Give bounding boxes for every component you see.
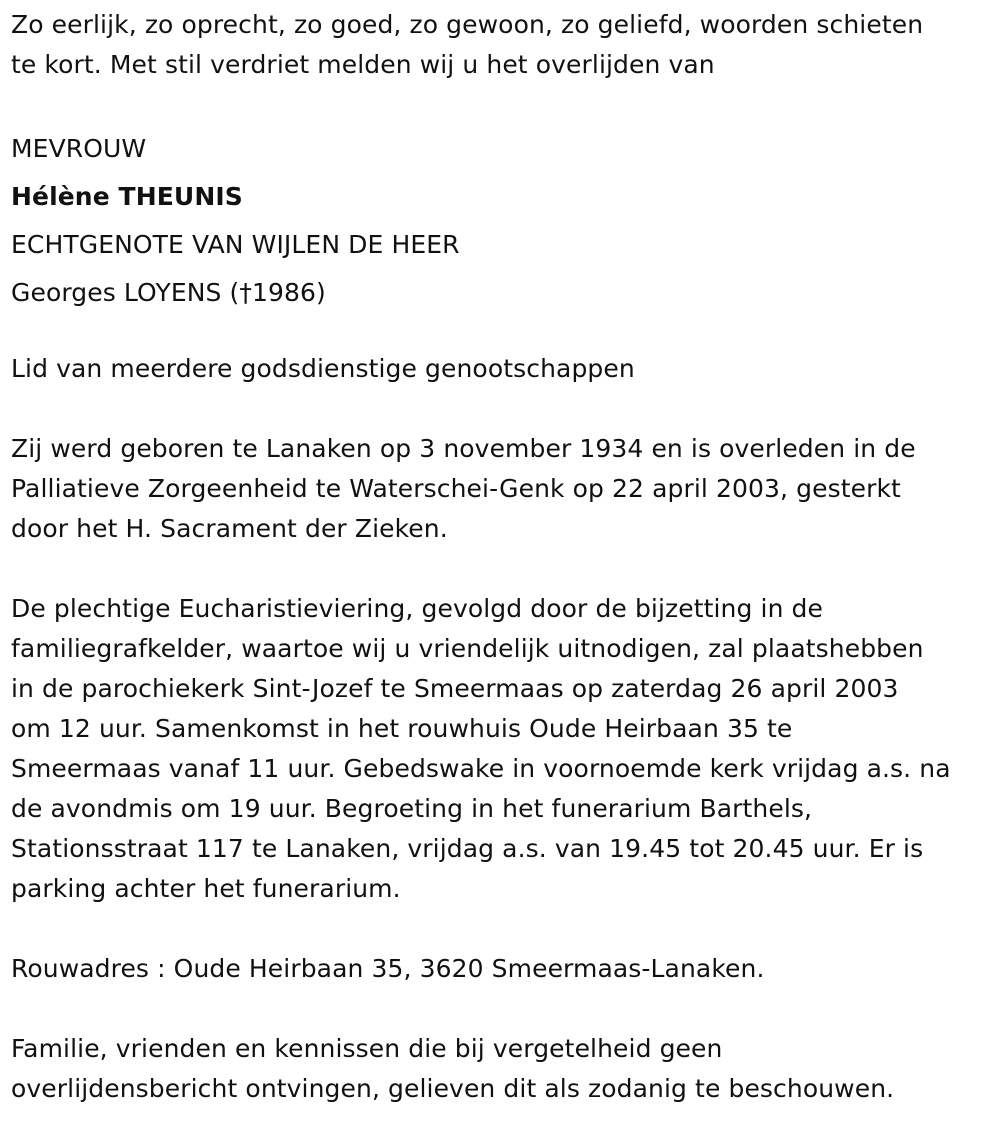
birth-death-line: door het H. Sacrament der Zieken.: [11, 514, 448, 543]
address-paragraph: [11, 949, 990, 989]
ceremony-line: parking achter het funerarium.: [11, 874, 401, 903]
deceased-spouse: Georges LOYENS (†1986): [11, 278, 326, 307]
deceased-name: Hélène THEUNIS: [11, 182, 243, 211]
closing-paragraph: [11, 1029, 990, 1109]
membership-text: Lid van meerdere godsdienstige genootschappen: [11, 354, 635, 383]
ceremony-line: De plechtige Eucharistieviering, gevolgd door de bijzetting in de: [11, 594, 824, 623]
closing-line: overlijdensbericht ontvingen, gelieven dit als zodanig te beschouwen.: [11, 1074, 895, 1103]
closing-line: Familie, vrienden en kennissen die bij vergetelheid geen: [11, 1034, 723, 1063]
ceremony-line: familiegrafkelder, waartoe wij u vriendelijk uitnodigen, zal plaatshebben: [11, 634, 924, 663]
birth-death-line: Palliatieve Zorgeenheid te Waterschei-Genk op 22 april 2003, gesterkt: [11, 474, 901, 503]
deceased-title: MEVROUW: [11, 134, 147, 163]
deceased-block: [11, 125, 990, 317]
ceremony-line: de avondmis om 19 uur. Begroeting in het funerarium Barthels,: [11, 794, 813, 823]
birth-death-line: Zij werd geboren te Lanaken op 3 november 1934 en is overleden in de: [11, 434, 916, 463]
intro-line: Zo eerlijk, zo oprecht, zo goed, zo gewoon, zo geliefd, woorden schieten: [11, 10, 924, 39]
ceremony-line: in de parochiekerk Sint-Jozef te Smeermaas op zaterdag 26 april 2003: [11, 674, 899, 703]
membership-paragraph: [11, 349, 990, 389]
intro-line: te kort. Met stil verdriet melden wij u het overlijden van: [11, 50, 715, 79]
ceremony-line: om 12 uur. Samenkomst in het rouwhuis Oude Heirbaan 35 te: [11, 714, 793, 743]
deceased-relation: ECHTGENOTE VAN WIJLEN DE HEER: [11, 230, 460, 259]
birth-death-paragraph: [11, 429, 990, 549]
ceremony-line: Stationsstraat 117 te Lanaken, vrijdag a.s. van 19.45 tot 20.45 uur. Er is: [11, 834, 924, 863]
ceremony-paragraph: [11, 589, 990, 909]
mourning-address: Rouwadres : Oude Heirbaan 35, 3620 Smeermaas-Lanaken.: [11, 954, 765, 983]
intro-paragraph: [11, 5, 990, 85]
ceremony-line: Smeermaas vanaf 11 uur. Gebedswake in voornoemde kerk vrijdag a.s. na: [11, 754, 951, 783]
